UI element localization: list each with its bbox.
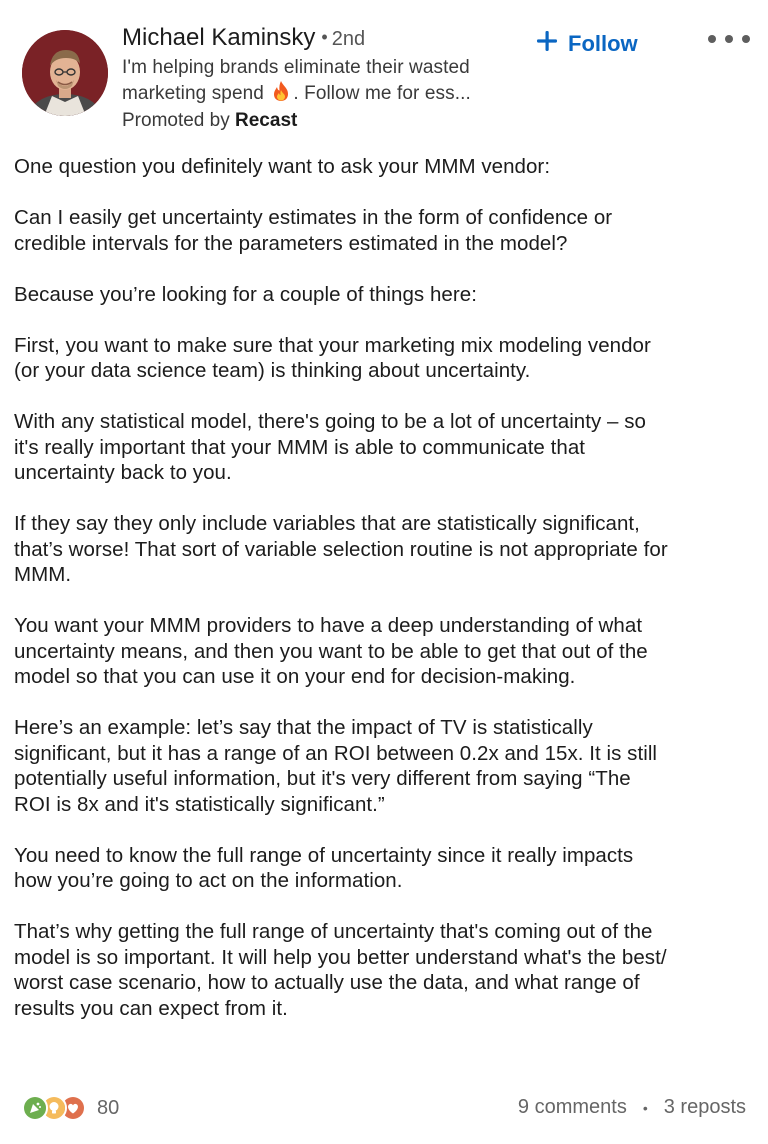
author-info: [122, 22, 532, 133]
post-text-line: model so that you can use it on your end for decision-making.: [14, 665, 576, 688]
connection-degree: 2nd: [331, 28, 366, 50]
reaction-count: 80: [97, 1096, 120, 1119]
post-paragraph: [14, 613, 759, 690]
post-text-line: MMM.: [14, 563, 72, 586]
post-header: [0, 0, 768, 140]
comments-count-link[interactable]: 9 comments: [517, 1096, 627, 1118]
post-text-line: how you’re going to act on the information.: [14, 869, 403, 892]
follow-button[interactable]: [536, 28, 638, 60]
post-text-line: that’s worse! That sort of variable selection routine is not appropriate for: [14, 537, 668, 561]
post-text-line: ROI is 8x and it's statistically significant.”: [14, 792, 385, 816]
headline-text-pre: marketing spend: [122, 83, 264, 104]
post-paragraph: [14, 205, 759, 256]
post-text-line: Because you’re looking for a couple of things here:: [14, 282, 477, 306]
post-paragraph: [14, 715, 759, 817]
post-text-line: (or your data science team) is thinking about uncertainty.: [14, 359, 531, 382]
post-paragraph: [14, 154, 759, 180]
promoted-label: [122, 109, 532, 133]
post-text-line: significant, but it has a range of an ROI between 0.2x and 15x. It is still: [14, 741, 658, 765]
engagement-stats: [518, 1096, 746, 1119]
post-text-line: worst case scenario, how to actually use the data, and what range of: [14, 971, 640, 994]
author-headline: [122, 56, 532, 109]
post-text-line: it's really important that your MMM is able to communicate that: [14, 435, 586, 459]
post-paragraph: [14, 919, 759, 1021]
post-body: [14, 154, 759, 1047]
post-text-line: results you can expect from it.: [14, 996, 288, 1020]
promoted-brand[interactable]: Recast: [235, 110, 298, 131]
post-paragraph: [14, 511, 759, 588]
post-text-line: That’s why getting the full range of uncertainty that's coming out of the: [14, 920, 653, 943]
name-separator: •: [321, 27, 328, 47]
post-text-line: Here’s an example: let’s say that the impact of TV is statistically: [14, 716, 593, 739]
author-name[interactable]: Michael Kaminsky: [122, 24, 316, 51]
more-horizontal-icon: [708, 35, 716, 43]
post-text-line: uncertainty back to you.: [14, 461, 232, 484]
follow-label: Follow: [568, 31, 638, 56]
post-text-line: Can I easily get uncertainty estimates in the form of confidence or: [14, 206, 613, 229]
headline-text-post: . Follow me for ess...: [293, 83, 471, 104]
more-options-button[interactable]: [708, 30, 750, 48]
post-text-line: potentially useful information, but it's very different from saying “The: [14, 767, 631, 790]
post-text-line: model is so important. It will help you better understand what's the best/: [14, 945, 667, 969]
headline-line-1: I'm helping brands eliminate their wasted: [122, 57, 470, 78]
social-counts-bar: [0, 1092, 768, 1124]
post-paragraph: [14, 409, 759, 486]
post-text-line: You need to know the full range of uncertainty since it really impacts: [14, 843, 634, 867]
post-text-line: If they say they only include variables that are statistically significant,: [14, 512, 640, 535]
more-horizontal-icon-dot: [725, 35, 733, 43]
post-paragraph: [14, 333, 759, 384]
celebrate-icon: [22, 1095, 48, 1121]
promoted-prefix: Promoted by: [122, 110, 230, 131]
post-paragraph: [14, 282, 759, 308]
post-text-line: First, you want to make sure that your marketing mix modeling vendor: [14, 333, 651, 357]
headline-line-2: [122, 80, 532, 109]
avatar-photo: [22, 30, 108, 116]
post-text-line: You want your MMM providers to have a deep understanding of what: [14, 614, 643, 637]
post-text-line: With any statistical model, there's going to be a lot of uncertainty – so: [14, 410, 647, 433]
author-name-line: [122, 22, 532, 54]
post-text-line: credible intervals for the parameters estimated in the model?: [14, 231, 568, 255]
more-horizontal-icon-dot: [742, 35, 750, 43]
author-avatar[interactable]: [22, 30, 108, 116]
reactions-summary[interactable]: [22, 1095, 119, 1121]
fire-icon: [271, 80, 291, 109]
post-text-line: One question you definitely want to ask your MMM vendor:: [14, 155, 551, 178]
post-paragraph: [14, 843, 759, 894]
reposts-count-link[interactable]: 3 reposts: [663, 1096, 746, 1118]
stats-separator: •: [642, 1099, 648, 1116]
plus-icon: [536, 30, 558, 58]
post-text-line: uncertainty means, and then you want to be able to get that out of the: [14, 639, 648, 663]
